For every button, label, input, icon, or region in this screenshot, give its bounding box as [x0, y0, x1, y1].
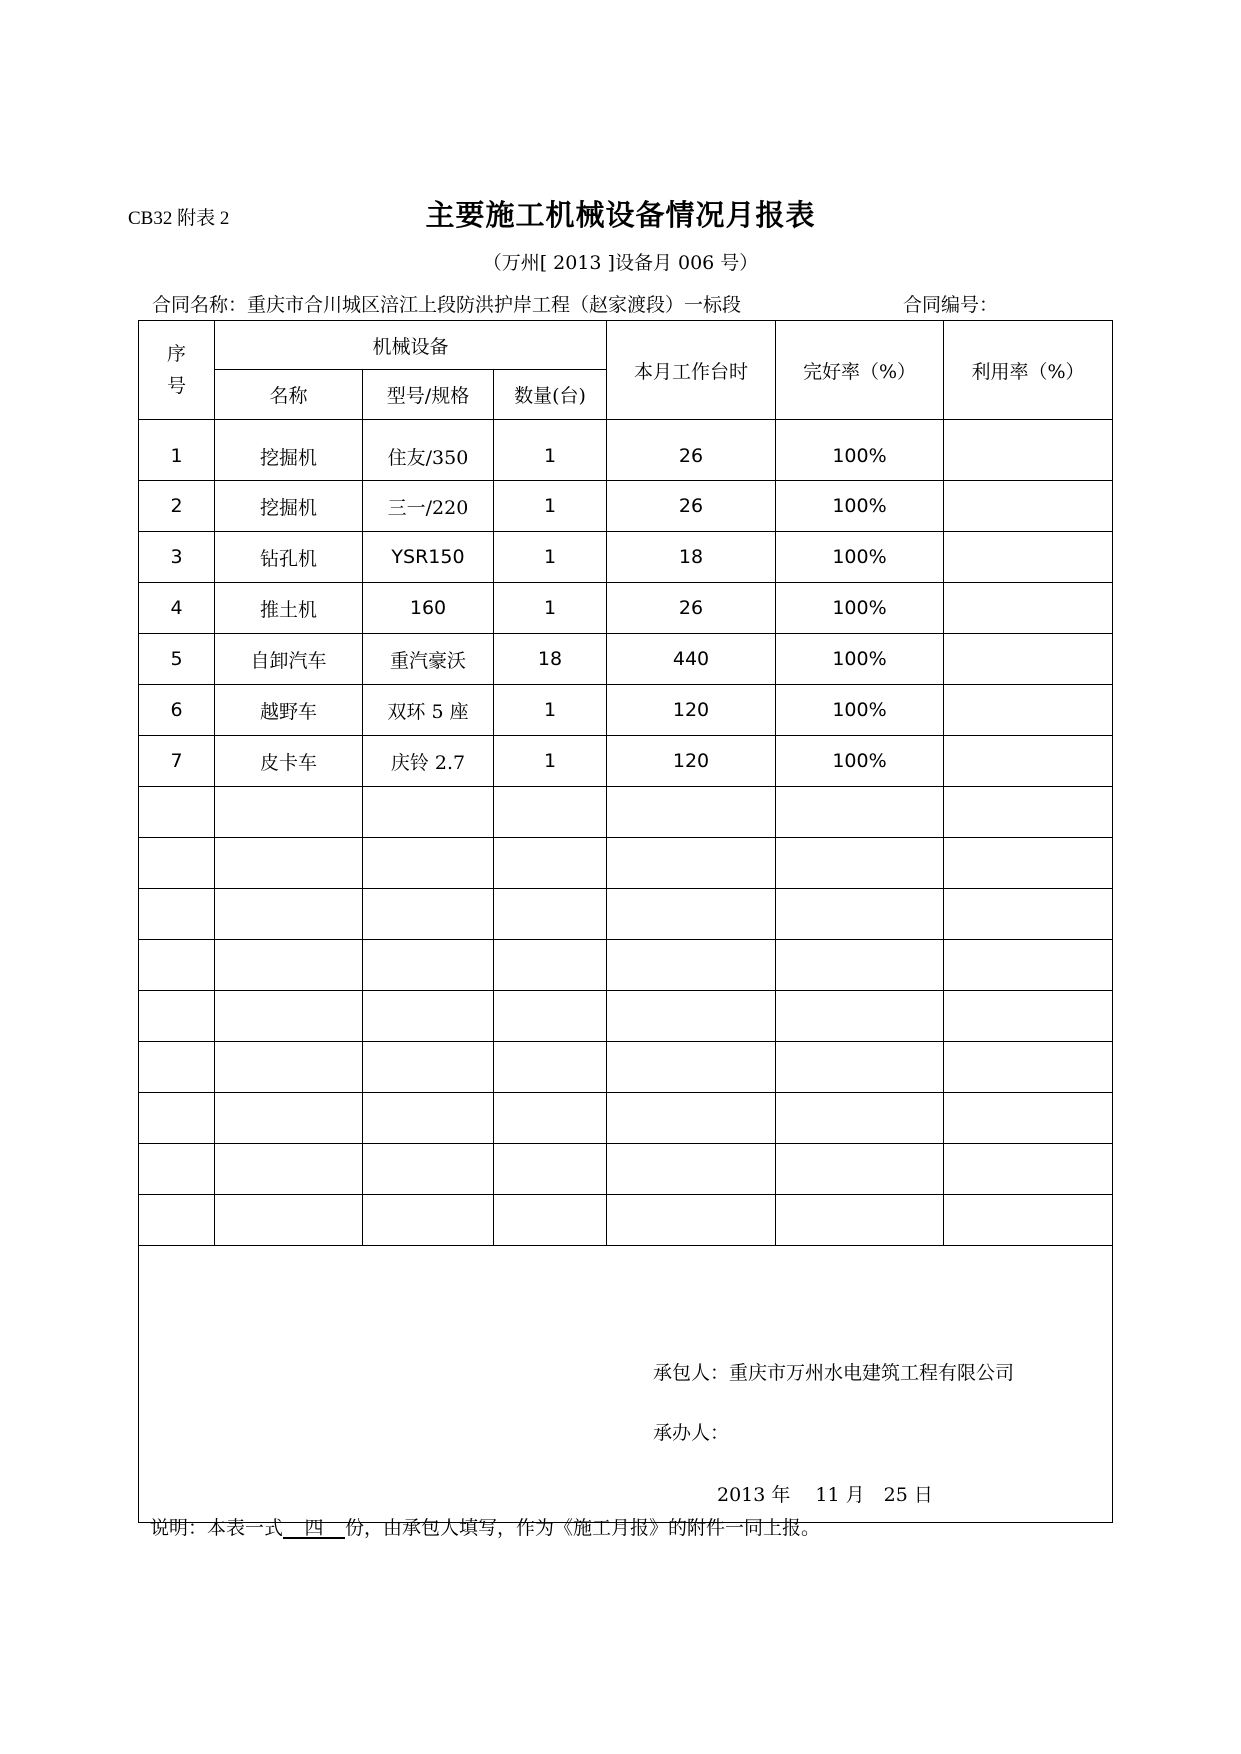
cell-hours: [607, 940, 776, 991]
cell-seq: [139, 940, 215, 991]
cell-name: [215, 838, 363, 889]
cell-seq: [139, 991, 215, 1042]
cell-seq: 6: [139, 685, 215, 736]
cell-model: [363, 838, 494, 889]
cell-util-rate: [944, 420, 1113, 481]
table-header-row: [139, 321, 1113, 370]
cell-seq: [139, 1093, 215, 1144]
cell-intact-rate: 100%: [776, 532, 944, 583]
cell-seq: [139, 1195, 215, 1246]
cell-seq: [139, 1042, 215, 1093]
signature-row: [139, 1246, 1113, 1523]
cell-name: 自卸汽车: [215, 634, 363, 685]
cell-hours: [607, 1042, 776, 1093]
cell-qty: [494, 940, 607, 991]
cell-model: [363, 1093, 494, 1144]
cell-name: 钻孔机: [215, 532, 363, 583]
table-row: [139, 583, 1113, 634]
col-header-name: 名称: [215, 370, 363, 420]
cell-hours: [607, 838, 776, 889]
cell-hours: 120: [607, 685, 776, 736]
cell-qty: 1: [494, 420, 607, 481]
cell-util-rate: [944, 787, 1113, 838]
cell-intact-rate: [776, 1093, 944, 1144]
cell-model: [363, 1144, 494, 1195]
table-row: [139, 1093, 1113, 1144]
cell-qty: [494, 889, 607, 940]
cell-seq: 5: [139, 634, 215, 685]
cell-hours: [607, 1144, 776, 1195]
cell-util-rate: [944, 532, 1113, 583]
cell-util-rate: [944, 838, 1113, 889]
cell-model: 双环 5 座: [363, 685, 494, 736]
cell-hours: [607, 1093, 776, 1144]
cell-model: [363, 1042, 494, 1093]
cell-intact-rate: [776, 838, 944, 889]
cell-name: [215, 1042, 363, 1093]
cell-model: 重汽豪沃: [363, 634, 494, 685]
equipment-table: [138, 320, 1113, 1523]
cell-name: [215, 1093, 363, 1144]
cell-model: [363, 940, 494, 991]
cell-intact-rate: 100%: [776, 481, 944, 532]
copies-count: 四: [283, 1519, 345, 1539]
col-header-qty: 数量(台): [494, 370, 607, 420]
cell-seq: [139, 838, 215, 889]
cell-util-rate: [944, 736, 1113, 787]
table-row: [139, 532, 1113, 583]
table-row: [139, 940, 1113, 991]
page-title: 主要施工机械设备情况月报表: [425, 198, 816, 232]
col-header-equipment: 机械设备: [215, 321, 607, 370]
cell-util-rate: [944, 1093, 1113, 1144]
cell-util-rate: [944, 940, 1113, 991]
cell-intact-rate: [776, 1144, 944, 1195]
cell-name: [215, 787, 363, 838]
table-row: [139, 420, 1113, 481]
cell-model: [363, 991, 494, 1042]
table-row: [139, 889, 1113, 940]
cell-name: [215, 940, 363, 991]
cell-hours: [607, 991, 776, 1042]
table-row: [139, 481, 1113, 532]
cell-seq: 1: [139, 420, 215, 481]
signature-block: [139, 1246, 1113, 1523]
cell-name: 皮卡车: [215, 736, 363, 787]
cell-model: [363, 787, 494, 838]
cell-qty: [494, 1195, 607, 1246]
cell-qty: 1: [494, 481, 607, 532]
cell-model: [363, 889, 494, 940]
cell-qty: 18: [494, 634, 607, 685]
footnote: [150, 1513, 820, 1540]
cell-name: [215, 1144, 363, 1195]
cell-model: 三一/220: [363, 481, 494, 532]
cell-model: [363, 1195, 494, 1246]
cell-hours: 26: [607, 420, 776, 481]
cell-qty: 1: [494, 736, 607, 787]
cell-qty: 1: [494, 583, 607, 634]
cell-intact-rate: 100%: [776, 583, 944, 634]
table-row: [139, 736, 1113, 787]
cell-name: [215, 1195, 363, 1246]
form-code: CB32 附表 2: [128, 208, 230, 229]
col-header-seq: 序号: [139, 321, 215, 420]
cell-qty: [494, 1042, 607, 1093]
cell-model: 住友/350: [363, 420, 494, 481]
cell-util-rate: [944, 991, 1113, 1042]
table-row: [139, 1144, 1113, 1195]
cell-intact-rate: [776, 1042, 944, 1093]
contractor-line: 承包人：重庆市万州水电建筑工程有限公司: [653, 1362, 1015, 1384]
cell-util-rate: [944, 583, 1113, 634]
cell-intact-rate: 100%: [776, 736, 944, 787]
cell-seq: [139, 889, 215, 940]
cell-qty: [494, 1144, 607, 1195]
cell-hours: [607, 1195, 776, 1246]
cell-model: YSR150: [363, 532, 494, 583]
col-header-hours: 本月工作台时: [607, 321, 776, 420]
table-row: [139, 787, 1113, 838]
cell-intact-rate: 100%: [776, 420, 944, 481]
col-header-util-rate: 利用率（%）: [944, 321, 1113, 420]
table-row: [139, 1042, 1113, 1093]
cell-qty: [494, 787, 607, 838]
cell-intact-rate: [776, 1195, 944, 1246]
cell-seq: [139, 1144, 215, 1195]
sign-date: 2013 年 11 月 25 日: [717, 1484, 933, 1506]
cell-intact-rate: [776, 991, 944, 1042]
cell-qty: [494, 838, 607, 889]
cell-qty: [494, 991, 607, 1042]
cell-name: [215, 991, 363, 1042]
cell-util-rate: [944, 1144, 1113, 1195]
cell-util-rate: [944, 1042, 1113, 1093]
col-header-intact-rate: 完好率（%）: [776, 321, 944, 420]
cell-intact-rate: 100%: [776, 685, 944, 736]
cell-util-rate: [944, 1195, 1113, 1246]
cell-seq: 3: [139, 532, 215, 583]
cell-hours: 26: [607, 583, 776, 634]
cell-intact-rate: [776, 787, 944, 838]
handler-label: 承办人：: [653, 1422, 730, 1444]
cell-name: 挖掘机: [215, 420, 363, 481]
cell-model: 庆铃 2.7: [363, 736, 494, 787]
cell-hours: [607, 889, 776, 940]
col-header-model: 型号/规格: [363, 370, 494, 420]
cell-seq: 7: [139, 736, 215, 787]
cell-hours: 440: [607, 634, 776, 685]
cell-intact-rate: [776, 940, 944, 991]
cell-name: [215, 889, 363, 940]
table-row: [139, 685, 1113, 736]
note-prefix: 说明：本表一式: [150, 1517, 284, 1539]
cell-hours: 18: [607, 532, 776, 583]
cell-util-rate: [944, 481, 1113, 532]
cell-qty: 1: [494, 532, 607, 583]
contract-name-value: 重庆市合川城区涪江上段防洪护岸工程（赵家渡段）一标段: [247, 294, 742, 316]
table-row: [139, 838, 1113, 889]
cell-name: 越野车: [215, 685, 363, 736]
cell-seq: [139, 787, 215, 838]
table-row: [139, 634, 1113, 685]
cell-seq: 2: [139, 481, 215, 532]
table-row: [139, 991, 1113, 1042]
cell-hours: [607, 787, 776, 838]
cell-util-rate: [944, 634, 1113, 685]
cell-util-rate: [944, 685, 1113, 736]
cell-model: 160: [363, 583, 494, 634]
doc-number: （万州[ 2013 ]设备月 006 号）: [482, 252, 759, 274]
cell-intact-rate: [776, 889, 944, 940]
contract-name-label: 合同名称：: [152, 294, 248, 316]
cell-hours: 120: [607, 736, 776, 787]
cell-name: 推土机: [215, 583, 363, 634]
cell-name: 挖掘机: [215, 481, 363, 532]
note-suffix: 份，由承包人填写，作为《施工月报》的附件一同上报。: [345, 1517, 821, 1539]
table-row: [139, 1195, 1113, 1246]
cell-util-rate: [944, 889, 1113, 940]
cell-qty: [494, 1093, 607, 1144]
cell-seq: 4: [139, 583, 215, 634]
contract-no-label: 合同编号：: [903, 294, 999, 316]
cell-hours: 26: [607, 481, 776, 532]
contract-name-line: [152, 290, 741, 317]
cell-qty: 1: [494, 685, 607, 736]
cell-intact-rate: 100%: [776, 634, 944, 685]
